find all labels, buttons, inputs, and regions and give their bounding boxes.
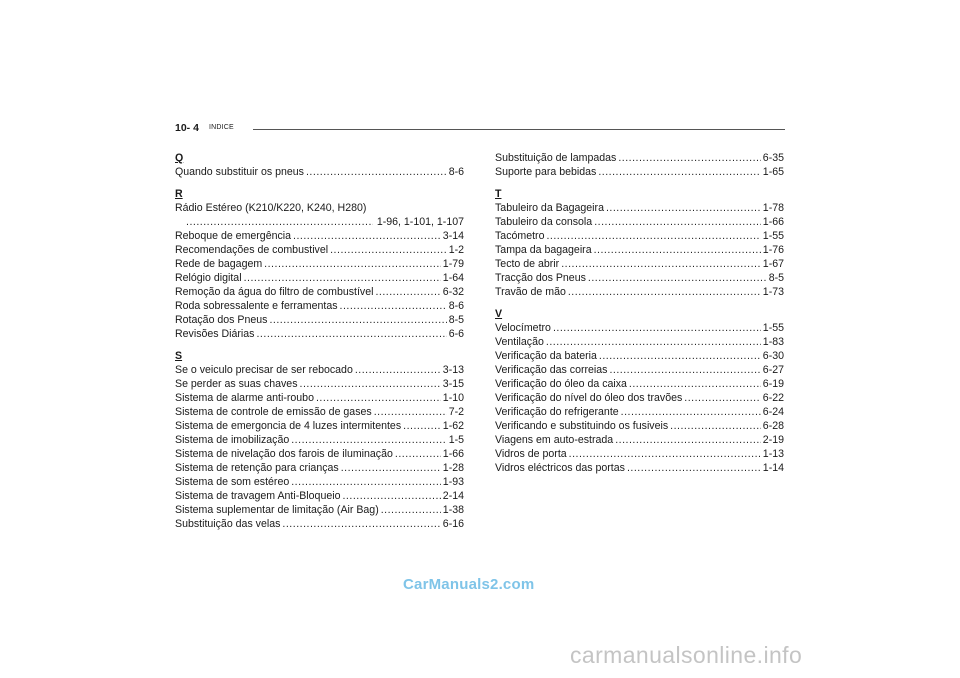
dot-leader bbox=[621, 405, 761, 419]
entry-label: Tampa da bagageira bbox=[495, 244, 592, 256]
entry-label: Verificação do refrigerante bbox=[495, 406, 619, 418]
index-entry bbox=[175, 229, 464, 243]
dot-leader bbox=[561, 257, 761, 271]
dot-leader bbox=[342, 489, 440, 503]
dot-leader bbox=[546, 229, 760, 243]
dot-leader bbox=[300, 377, 441, 391]
entry-page: 7-2 bbox=[448, 406, 464, 418]
dot-leader bbox=[568, 285, 761, 299]
index-group bbox=[495, 187, 784, 299]
dot-leader bbox=[629, 377, 761, 391]
dot-leader bbox=[282, 517, 440, 531]
entry-label: Remoção da água do filtro de combustível bbox=[175, 286, 374, 298]
entry-page: 1-65 bbox=[762, 166, 784, 178]
entry-page: 1-79 bbox=[442, 258, 464, 270]
index-entry bbox=[495, 257, 784, 271]
section-title: INDICE bbox=[209, 124, 234, 131]
entry-page: 1-28 bbox=[442, 462, 464, 474]
entry-page: 6-27 bbox=[762, 364, 784, 376]
entry-page: 6-32 bbox=[442, 286, 464, 298]
entry-page: 3-15 bbox=[442, 378, 464, 390]
entry-label: Verificação das correias bbox=[495, 364, 608, 376]
entry-page: 6-28 bbox=[762, 420, 784, 432]
index-entry bbox=[175, 377, 464, 391]
entry-page: 3-13 bbox=[442, 364, 464, 376]
index-group bbox=[495, 307, 784, 475]
entry-page: 6-19 bbox=[762, 378, 784, 390]
dot-leader bbox=[618, 151, 760, 165]
entry-label: Substituição das velas bbox=[175, 518, 281, 530]
entry-page: 1-96, 1-101, 1-107 bbox=[376, 216, 464, 228]
index-entry bbox=[495, 165, 784, 179]
entry-label: Rotação dos Pneus bbox=[175, 314, 268, 326]
entry-page: 1-76 bbox=[762, 244, 784, 256]
entry-page: 1-93 bbox=[442, 476, 464, 488]
index-entry bbox=[495, 419, 784, 433]
entry-page: 1-55 bbox=[762, 230, 784, 242]
index-entry bbox=[495, 243, 784, 257]
index-entry bbox=[495, 321, 784, 335]
dot-leader bbox=[291, 475, 441, 489]
index-entry bbox=[175, 299, 464, 313]
index-entry bbox=[495, 461, 784, 475]
dot-leader bbox=[264, 257, 441, 271]
index-entry bbox=[175, 517, 464, 531]
footer-watermark: carmanualsonline.info bbox=[570, 642, 803, 668]
dot-leader bbox=[615, 433, 761, 447]
entry-label: Viagens em auto-estrada bbox=[495, 434, 614, 446]
entry-label: Sistema de nivelação dos farois de iluminação bbox=[175, 448, 393, 460]
entry-page: 2-19 bbox=[762, 434, 784, 446]
entry-label: Se perder as suas chaves bbox=[175, 378, 298, 390]
index-entry bbox=[175, 405, 464, 419]
entry-page: 8-6 bbox=[448, 166, 464, 178]
entry-page: 1-66 bbox=[442, 448, 464, 460]
index-letter-heading: S bbox=[175, 350, 183, 362]
dot-leader bbox=[340, 299, 447, 313]
dot-leader bbox=[684, 391, 761, 405]
dot-leader bbox=[598, 165, 760, 179]
index-entry bbox=[175, 257, 464, 271]
index-entry bbox=[495, 447, 784, 461]
entry-label: Ventilação bbox=[495, 336, 544, 348]
index-letter-heading: R bbox=[175, 188, 183, 200]
index-entry bbox=[495, 285, 784, 299]
entry-page: 3-14 bbox=[442, 230, 464, 242]
entry-label: Tracção dos Pneus bbox=[495, 272, 586, 284]
entry-label: Sistema suplementar de limitação (Air Bag) bbox=[175, 504, 379, 516]
index-entry bbox=[495, 349, 784, 363]
dot-leader bbox=[403, 419, 441, 433]
index-entry bbox=[175, 271, 464, 285]
dot-leader bbox=[546, 335, 761, 349]
index-entry bbox=[495, 363, 784, 377]
dot-leader bbox=[395, 447, 441, 461]
dot-leader bbox=[588, 271, 767, 285]
index-group bbox=[175, 187, 464, 341]
entry-page: 1-55 bbox=[762, 322, 784, 334]
index-entry bbox=[175, 447, 464, 461]
index-entry bbox=[175, 475, 464, 489]
header-rule bbox=[253, 129, 785, 130]
entry-page: 6-6 bbox=[448, 328, 464, 340]
entry-label: Verificando e substituindo os fusiveis bbox=[495, 420, 669, 432]
entry-label: Relógio digital bbox=[175, 272, 242, 284]
index-entry bbox=[175, 165, 464, 179]
index-entry bbox=[495, 215, 784, 229]
index-entry bbox=[175, 391, 464, 405]
entry-label: Sistema de travagem Anti-Bloqueio bbox=[175, 490, 341, 502]
entry-label: Tecto de abrir bbox=[495, 258, 560, 270]
dot-leader bbox=[670, 419, 761, 433]
entry-label: Substituição de lampadas bbox=[495, 152, 617, 164]
index-group bbox=[175, 349, 464, 531]
entry-label: Rede de bagagem bbox=[175, 258, 263, 270]
index-entry bbox=[495, 335, 784, 349]
index-entry bbox=[495, 377, 784, 391]
dot-leader bbox=[306, 165, 447, 179]
dot-leader bbox=[606, 201, 761, 215]
entry-label: Verificação da bateria bbox=[495, 350, 597, 362]
entry-label: Velocímetro bbox=[495, 322, 551, 334]
entry-label: Verificação do nível do óleo dos travões bbox=[495, 392, 683, 404]
index-column-right bbox=[495, 151, 784, 483]
entry-label: Verificação do óleo da caixa bbox=[495, 378, 627, 390]
dot-leader bbox=[627, 461, 761, 475]
entry-page: 6-16 bbox=[442, 518, 464, 530]
page-number: 10- 4 bbox=[175, 122, 199, 134]
entry-page: 1-62 bbox=[442, 420, 464, 432]
entry-page: 1-2 bbox=[448, 244, 464, 256]
dot-leader bbox=[269, 313, 446, 327]
entry-page: 1-73 bbox=[762, 286, 784, 298]
entry-page: 1-64 bbox=[442, 272, 464, 284]
entry-page: 6-30 bbox=[762, 350, 784, 362]
entry-label: Sistema de emergoncia de 4 luzes intermitentes bbox=[175, 420, 402, 432]
entry-label: Vidros de porta bbox=[495, 448, 567, 460]
entry-page: 1-38 bbox=[442, 504, 464, 516]
dot-leader bbox=[293, 229, 441, 243]
entry-page: 1-83 bbox=[762, 336, 784, 348]
index-entry bbox=[175, 363, 464, 377]
index-column-left bbox=[175, 151, 464, 539]
entry-page: 1-5 bbox=[448, 434, 464, 446]
index-letter-heading: V bbox=[495, 308, 503, 320]
index-entry bbox=[495, 151, 784, 165]
watermark-link[interactable]: CarManuals2.com bbox=[403, 576, 535, 593]
entry-page: 2-14 bbox=[442, 490, 464, 502]
dot-leader bbox=[553, 321, 761, 335]
entry-label: Tabuleiro da Bagageira bbox=[495, 202, 604, 214]
dot-leader bbox=[599, 349, 761, 363]
index-group bbox=[495, 151, 784, 179]
dot-leader bbox=[186, 215, 373, 229]
entry-label: Sistema de controle de emissão de gases bbox=[175, 406, 372, 418]
index-entry bbox=[175, 327, 464, 341]
dot-leader bbox=[609, 363, 760, 377]
entry-page: 8-6 bbox=[448, 300, 464, 312]
index-entry bbox=[495, 405, 784, 419]
entry-label: Roda sobressalente e ferramentas bbox=[175, 300, 338, 312]
dot-leader bbox=[381, 503, 441, 517]
entry-label: Rádio Estéreo (K210/K220, K240, H280) bbox=[175, 202, 367, 214]
entry-label: Recomendações de combustivel bbox=[175, 244, 329, 256]
entry-page: 1-13 bbox=[762, 448, 784, 460]
entry-page: 6-35 bbox=[762, 152, 784, 164]
entry-page: 1-67 bbox=[762, 258, 784, 270]
entry-page: 1-10 bbox=[442, 392, 464, 404]
dot-leader bbox=[375, 285, 440, 299]
dot-leader bbox=[244, 271, 441, 285]
entry-page: 6-22 bbox=[762, 392, 784, 404]
index-entry bbox=[495, 271, 784, 285]
entry-label: Reboque de emergência bbox=[175, 230, 292, 242]
dot-leader bbox=[569, 447, 761, 461]
dot-leader bbox=[316, 391, 441, 405]
dot-leader bbox=[341, 461, 441, 475]
index-entry bbox=[495, 391, 784, 405]
dot-leader bbox=[594, 215, 761, 229]
entry-label: Tacómetro bbox=[495, 230, 545, 242]
index-group bbox=[175, 151, 464, 179]
entry-label: Sistema de imobilização bbox=[175, 434, 290, 446]
entry-page: 8-5 bbox=[768, 272, 784, 284]
index-entry bbox=[175, 201, 464, 229]
entry-page: 1-14 bbox=[762, 462, 784, 474]
entry-label: Sistema de retenção para crianças bbox=[175, 462, 339, 474]
entry-label: Revisões Diárias bbox=[175, 328, 255, 340]
dot-leader bbox=[256, 327, 446, 341]
entry-page: 1-66 bbox=[762, 216, 784, 228]
entry-page: 8-5 bbox=[448, 314, 464, 326]
entry-label: Sistema de som estéreo bbox=[175, 476, 290, 488]
index-entry bbox=[175, 433, 464, 447]
index-entry bbox=[175, 503, 464, 517]
dot-leader bbox=[291, 433, 446, 447]
entry-label: Sistema de alarme anti-roubo bbox=[175, 392, 314, 404]
entry-label: Vidros eléctricos das portas bbox=[495, 462, 625, 474]
index-letter-heading: Q bbox=[175, 152, 184, 164]
index-entry bbox=[175, 461, 464, 475]
index-entry bbox=[175, 419, 464, 433]
dot-leader bbox=[374, 405, 447, 419]
dot-leader bbox=[330, 243, 447, 257]
index-entry bbox=[495, 433, 784, 447]
entry-page: 1-78 bbox=[762, 202, 784, 214]
entry-label: Travão de mão bbox=[495, 286, 566, 298]
index-entry bbox=[175, 489, 464, 503]
dot-leader bbox=[355, 363, 441, 377]
entry-label: Se o veiculo precisar de ser rebocado bbox=[175, 364, 353, 376]
index-letter-heading: T bbox=[495, 188, 502, 200]
entry-label: Tabuleiro da consola bbox=[495, 216, 593, 228]
entry-page: 6-24 bbox=[762, 406, 784, 418]
index-entry bbox=[175, 285, 464, 299]
entry-label: Quando substituir os pneus bbox=[175, 166, 304, 178]
dot-leader bbox=[594, 243, 761, 257]
index-entry bbox=[495, 229, 784, 243]
index-entry bbox=[175, 243, 464, 257]
index-entry bbox=[495, 201, 784, 215]
entry-label: Suporte para bebidas bbox=[495, 166, 597, 178]
index-entry bbox=[175, 313, 464, 327]
